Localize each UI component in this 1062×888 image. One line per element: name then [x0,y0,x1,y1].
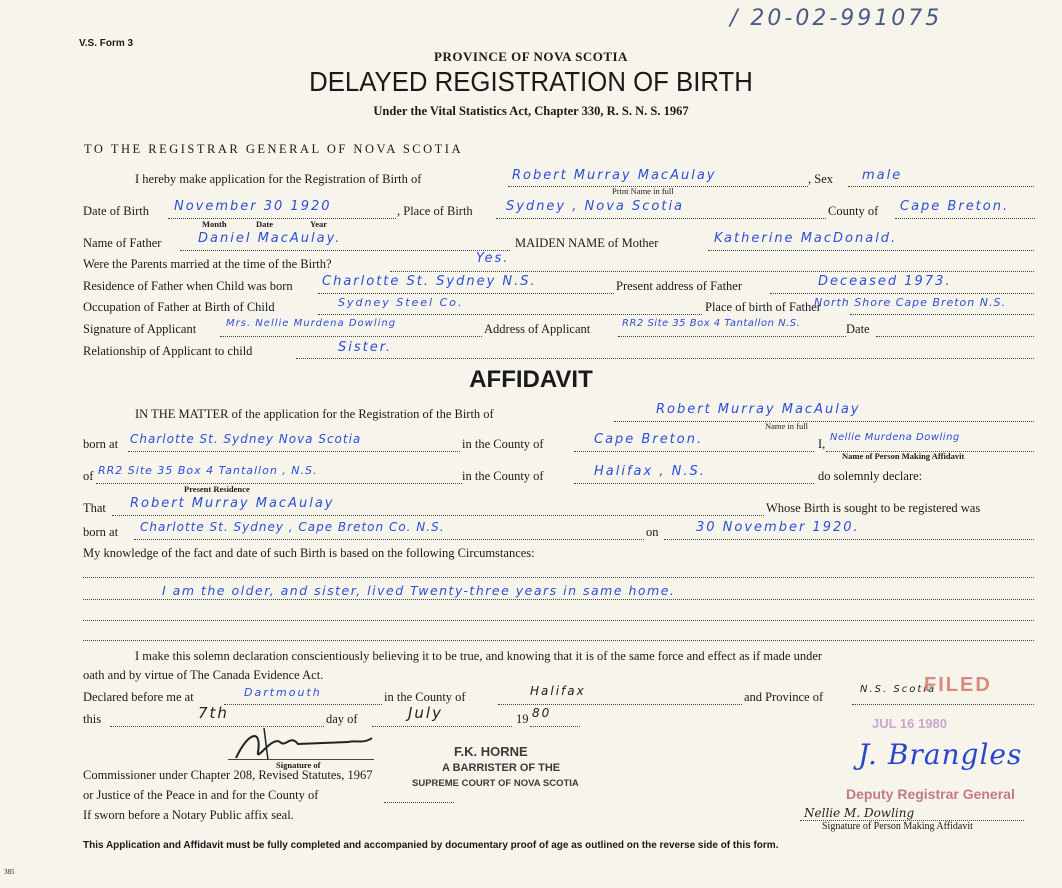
father-value: Daniel MacAulay. [198,231,342,246]
occupation-value: Sydney Steel Co. [338,296,464,309]
whose-birth-text: Whose Birth is sought to be registered was [766,501,981,515]
affidavit-title: AFFIDAVIT [469,366,593,393]
born-county-value: Cape Breton. [594,432,704,447]
dob-month-caption: Month [202,219,227,229]
knowledge-text: My knowledge of the fact and date of such Birth is based on the following Circumstances: [83,546,535,560]
barrister-stamp-name: F.K. HORNE [454,744,528,759]
child-name-value: Robert Murray MacAulay [512,168,717,183]
declared-province-value: N.S. Scotia [860,684,937,695]
registrar-signature: J. Brangles [858,738,1023,771]
born-at2-value: Charlotte St. Sydney , Cape Breton Co. N.S. [140,520,445,534]
date-label: Date [846,322,870,336]
present-residence-caption: Present Residence [184,484,250,494]
deponent-prefix: I, [818,437,826,451]
day-value: 7th [198,704,229,722]
month-value: July [408,704,443,722]
footer-code: 385 [4,868,15,876]
deponent-value: Nellie Murdena Dowling [830,432,960,443]
sex-value: male [862,168,903,183]
dob-label: Date of Birth [83,204,149,218]
county-value: Cape Breton. [900,199,1010,214]
barrister-stamp-title: A BARRISTER OF THE [442,762,561,774]
born-at-label: born at [83,437,119,451]
married-value: Yes. [476,251,510,266]
file-number: / 20-02-991075 [730,6,943,31]
on-date-value: 30 November 1920. [696,520,860,535]
mother-label: MAIDEN NAME of Mother [515,236,659,250]
born-county-label: in the County of [462,437,544,451]
filed-stamp: FILED [924,674,992,696]
day-of-label: day of [326,712,358,726]
declared-at-label: Declared before me at [83,690,194,704]
filed-date-stamp: JUL 16 1980 [872,716,947,731]
print-name-caption: Print Name in full [612,186,674,196]
present-address-label: Present address of Father [616,279,743,293]
this-label: this [83,712,102,726]
father-label: Name of Father [83,236,162,250]
year-prefix: 19 [516,712,529,726]
circumstances-value: I am the older, and sister, lived Twenty-three years in same home. [162,583,676,598]
present-residence-value: RR2 Site 35 Box 4 Tantallon , N.S. [98,464,318,477]
residence-label: Residence of Father when Child was born [83,279,293,293]
sex-label: , Sex [808,172,833,186]
matter-text: IN THE MATTER of the application for the Registration of the Birth of [135,407,494,421]
pob-label: , Place of Birth [397,204,473,218]
deponent-signature: Nellie M. Dowling [804,806,915,820]
deponent-signature-caption: Signature of Person Making Affidavit [822,821,973,832]
married-label: Were the Parents married at the time of the Birth? [83,257,332,271]
year-value: 80 [532,706,552,720]
barrister-stamp-court: SUPREME COURT OF NOVA SCOTIA [412,778,579,789]
name-in-full-caption: Name in full [765,421,808,431]
relationship-label: Relationship of Applicant to child [83,344,253,358]
applicant-address-value: RR2 Site 35 Box 4 Tantallon N.S. [622,318,801,329]
dob-value: November 30 1920 [174,199,332,214]
page-title: DELAYED REGISTRATION OF BIRTH [309,66,753,97]
of-label: of [83,469,94,483]
form-number: V.S. Form 3 [79,38,134,49]
residence-value: Charlotte St. Sydney N.S. [322,274,537,289]
application-intro: I hereby make application for the Registration of Birth of [135,172,422,186]
deponent-caption: Name of Person Making Affidavit [842,451,965,461]
signature-of-caption: Signature of [276,760,321,770]
matter-name-value: Robert Murray MacAulay [656,402,861,417]
occupation-label: Occupation of Father at Birth of Child [83,300,275,314]
dob-year-caption: Year [310,219,327,229]
born-at-value: Charlotte St. Sydney Nova Scotia [130,432,362,446]
declared-county-label: in the County of [384,690,466,704]
applicant-signature-value: Mrs. Nellie Murdena Dowling [226,318,397,329]
father-birthplace-value: North Shore Cape Breton N.S. [814,296,1006,309]
notary-text: If sworn before a Notary Public affix seal. [83,808,294,822]
footer-note: This Application and Affidavit must be fully completed and accompanied by documentary proof of age as outlined on the reverse side of this form. [83,840,779,851]
born-at2-label: born at [83,525,119,539]
justice-text: or Justice of the Peace in and for the County of [83,788,319,802]
declare-text: do solemnly declare: [818,469,923,483]
page-subtitle: Under the Vital Statistics Act, Chapter 330, R. S. N. S. 1967 [373,104,689,118]
that-label: That [83,501,106,515]
declared-at-value: Dartmouth [244,686,322,699]
pob-value: Sydney , Nova Scotia [506,199,685,214]
present-address-value: Deceased 1973. [818,274,952,289]
solemn-declaration-line1: I make this solemn declaration conscientiously believing it to be true, and knowing that it is of the same force and effect as if made under [135,649,823,663]
dob-date-caption: Date [256,219,273,229]
province-heading: PROVINCE OF NOVA SCOTIA [434,49,628,64]
father-birthplace-label: Place of birth of Father [705,300,821,314]
declared-county-value: Halifax [530,684,586,698]
that-name-value: Robert Murray MacAulay [130,496,335,511]
mother-value: Katherine MacDonald. [714,231,898,246]
on-label: on [646,525,659,539]
relationship-value: Sister. [338,340,393,355]
addressee-line: TO THE REGISTRAR GENERAL OF NOVA SCOTIA [84,142,464,156]
res-county-label: in the County of [462,469,544,483]
county-label: County of [828,204,879,218]
commissioner-text: Commissioner under Chapter 208, Revised Statutes, 1967 [83,768,373,782]
deputy-registrar-stamp: Deputy Registrar General [846,786,1015,802]
solemn-declaration-line2: oath and by virtue of The Canada Evidence Act. [83,668,324,682]
applicant-signature-label: Signature of Applicant [83,322,197,336]
applicant-address-label: Address of Applicant [484,322,591,336]
res-county-value: Halifax , N.S. [594,464,706,479]
province-label: and Province of [744,690,824,704]
